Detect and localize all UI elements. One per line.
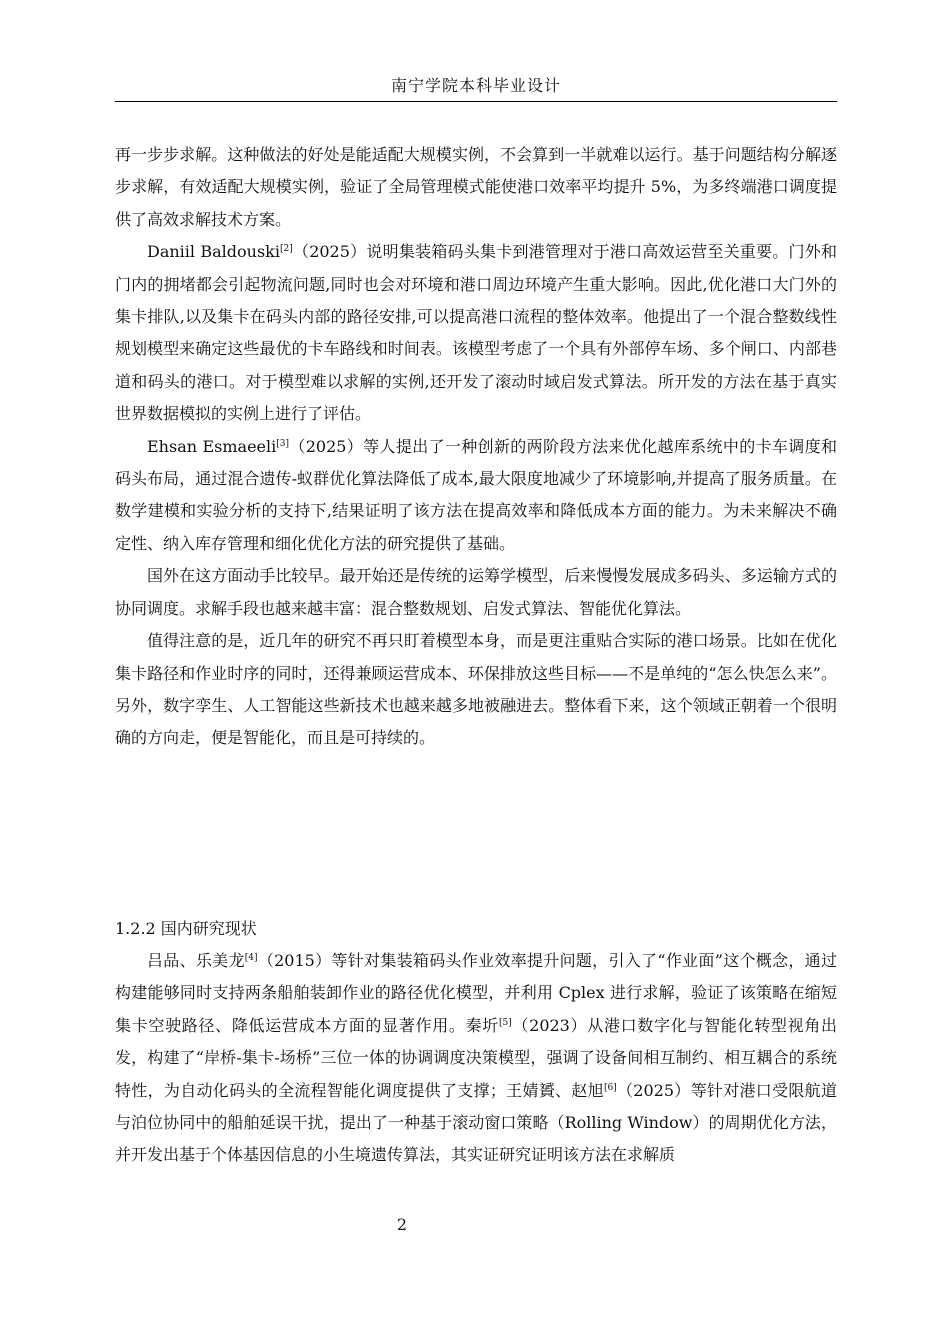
paragraph-esmaeeli	[115, 431, 837, 561]
paragraph-foreign-summary: 国外在这方面动手比较早。最开始还是传统的运筹学模型，后来慢慢发展成多码头、多运输方式的协同调度。求解手段也越来越丰富：混合整数规划、启发式算法、智能优化算法。	[115, 566, 837, 618]
author-name: Ehsan Esmaeeli	[147, 436, 277, 456]
paragraph-text: （2015）等针对集装箱码头作业效率提升问题，引入了“作业面”这个概念，通过构建能够同时支持两条船舶装卸作业的路径优化模型，并利用 Cplex 进行求解，验证了该策略在缩短集卡空驶路径、降低运营成本方面的显著作用。秦圻	[115, 951, 837, 1035]
running-header: 南宁学院本科毕业设计	[390, 76, 561, 95]
paragraph-trend: 值得注意的是，近几年的研究不再只盯着模型本身，而是更注重贴合实际的港口场景。比如在优化集卡路径和作业时序的同时，还得兼顾运营成本、环保排放这些目标——不是单纯的“怎么快怎么来”。另外，数字孪生、人工智能这些新技术也越来越多地被融进去。整体看下来，这个领域正朝着一个很明确的方向走，便是智能化，而且是可持续的。	[115, 631, 837, 748]
citation-ref[interactable]: [3]	[276, 438, 290, 449]
page-number: 2	[396, 1215, 408, 1234]
paragraph-text: （2025）说明集装箱码头集卡到港管理对于港口高效运营至关重要。门外和门内的拥堵都会引起物流问题,同时也会对环境和港口周边环境产生重大影响。因此,优化港口大门外的集卡排队,以及集卡在码头内部的路径安排,可以提高港口流程的整体效率。他提出了一个混合整数线性规划模型来确定这些最优的卡车路线和时间表。该模型考虑了一个具有外部停车场、多个闸口、内部巷道和码头的港口。对于模型难以求解的实例,还开发了滚动时域启发式算法。所开发的方法在基于真实世界数据模拟的实例上进行了评估。	[115, 242, 837, 424]
citation-ref[interactable]: [6]	[603, 1082, 617, 1093]
paragraph-text: （2023）从港口数字化与智能化转型视角出发，构建了“岸桥-集卡-场桥”三位一体的协调调度决策模型，强调了设备间相互制约、相互耦合的系统特性，为自动化码头的全流程智能化调度提供了支撑；王婧贇、赵旭	[115, 1015, 837, 1100]
body-text-domestic	[115, 945, 837, 1172]
section-heading: 1.2.2 国内研究现状	[115, 919, 257, 938]
author-name: 吕品、乐美龙	[147, 951, 245, 970]
paragraph-continuation: 再一步步求解。这种做法的好处是能适配大规模实例，不会算到一半就难以运行。基于问题结构分解逐步求解，有效适配大规模实例，验证了全局管理模式能使港口效率平均提升 5%，为多终端港口调度提供了高效求解技术方案。	[115, 145, 837, 229]
body-text	[115, 139, 837, 755]
citation-ref[interactable]: [4]	[244, 953, 258, 963]
author-name: Daniil Baldouski	[147, 242, 280, 262]
paragraph-text: （2025）等针对港口受限航道与泊位协同中的船舶延误干扰，提出了一种基于滚动窗口策略（Rolling Window）的周期优化方法，并开发出基于个体基因信息的小生境遗传算法，其实证研究证明该方法在求解质	[115, 1080, 837, 1165]
paragraph-text: （2025）等人提出了一种创新的两阶段方法来优化越库系统中的卡车调度和码头布局，通过混合遗传-蚁群优化算法降低了成本,最大限度地减少了环境影响,并提高了服务质量。在数学建模和实验分析的支持下,结果证明了该方法在提高效率和降低成本方面的能力。为未来解决不确定性、纳入库存管理和细化优化方法的研究提供了基础。	[115, 436, 837, 553]
citation-ref[interactable]: [5]	[499, 1017, 512, 1028]
paragraph-domestic	[115, 945, 837, 1172]
header-rule	[115, 101, 837, 102]
citation-ref[interactable]: [2]	[279, 244, 293, 255]
paragraph-baldouski	[115, 236, 837, 430]
